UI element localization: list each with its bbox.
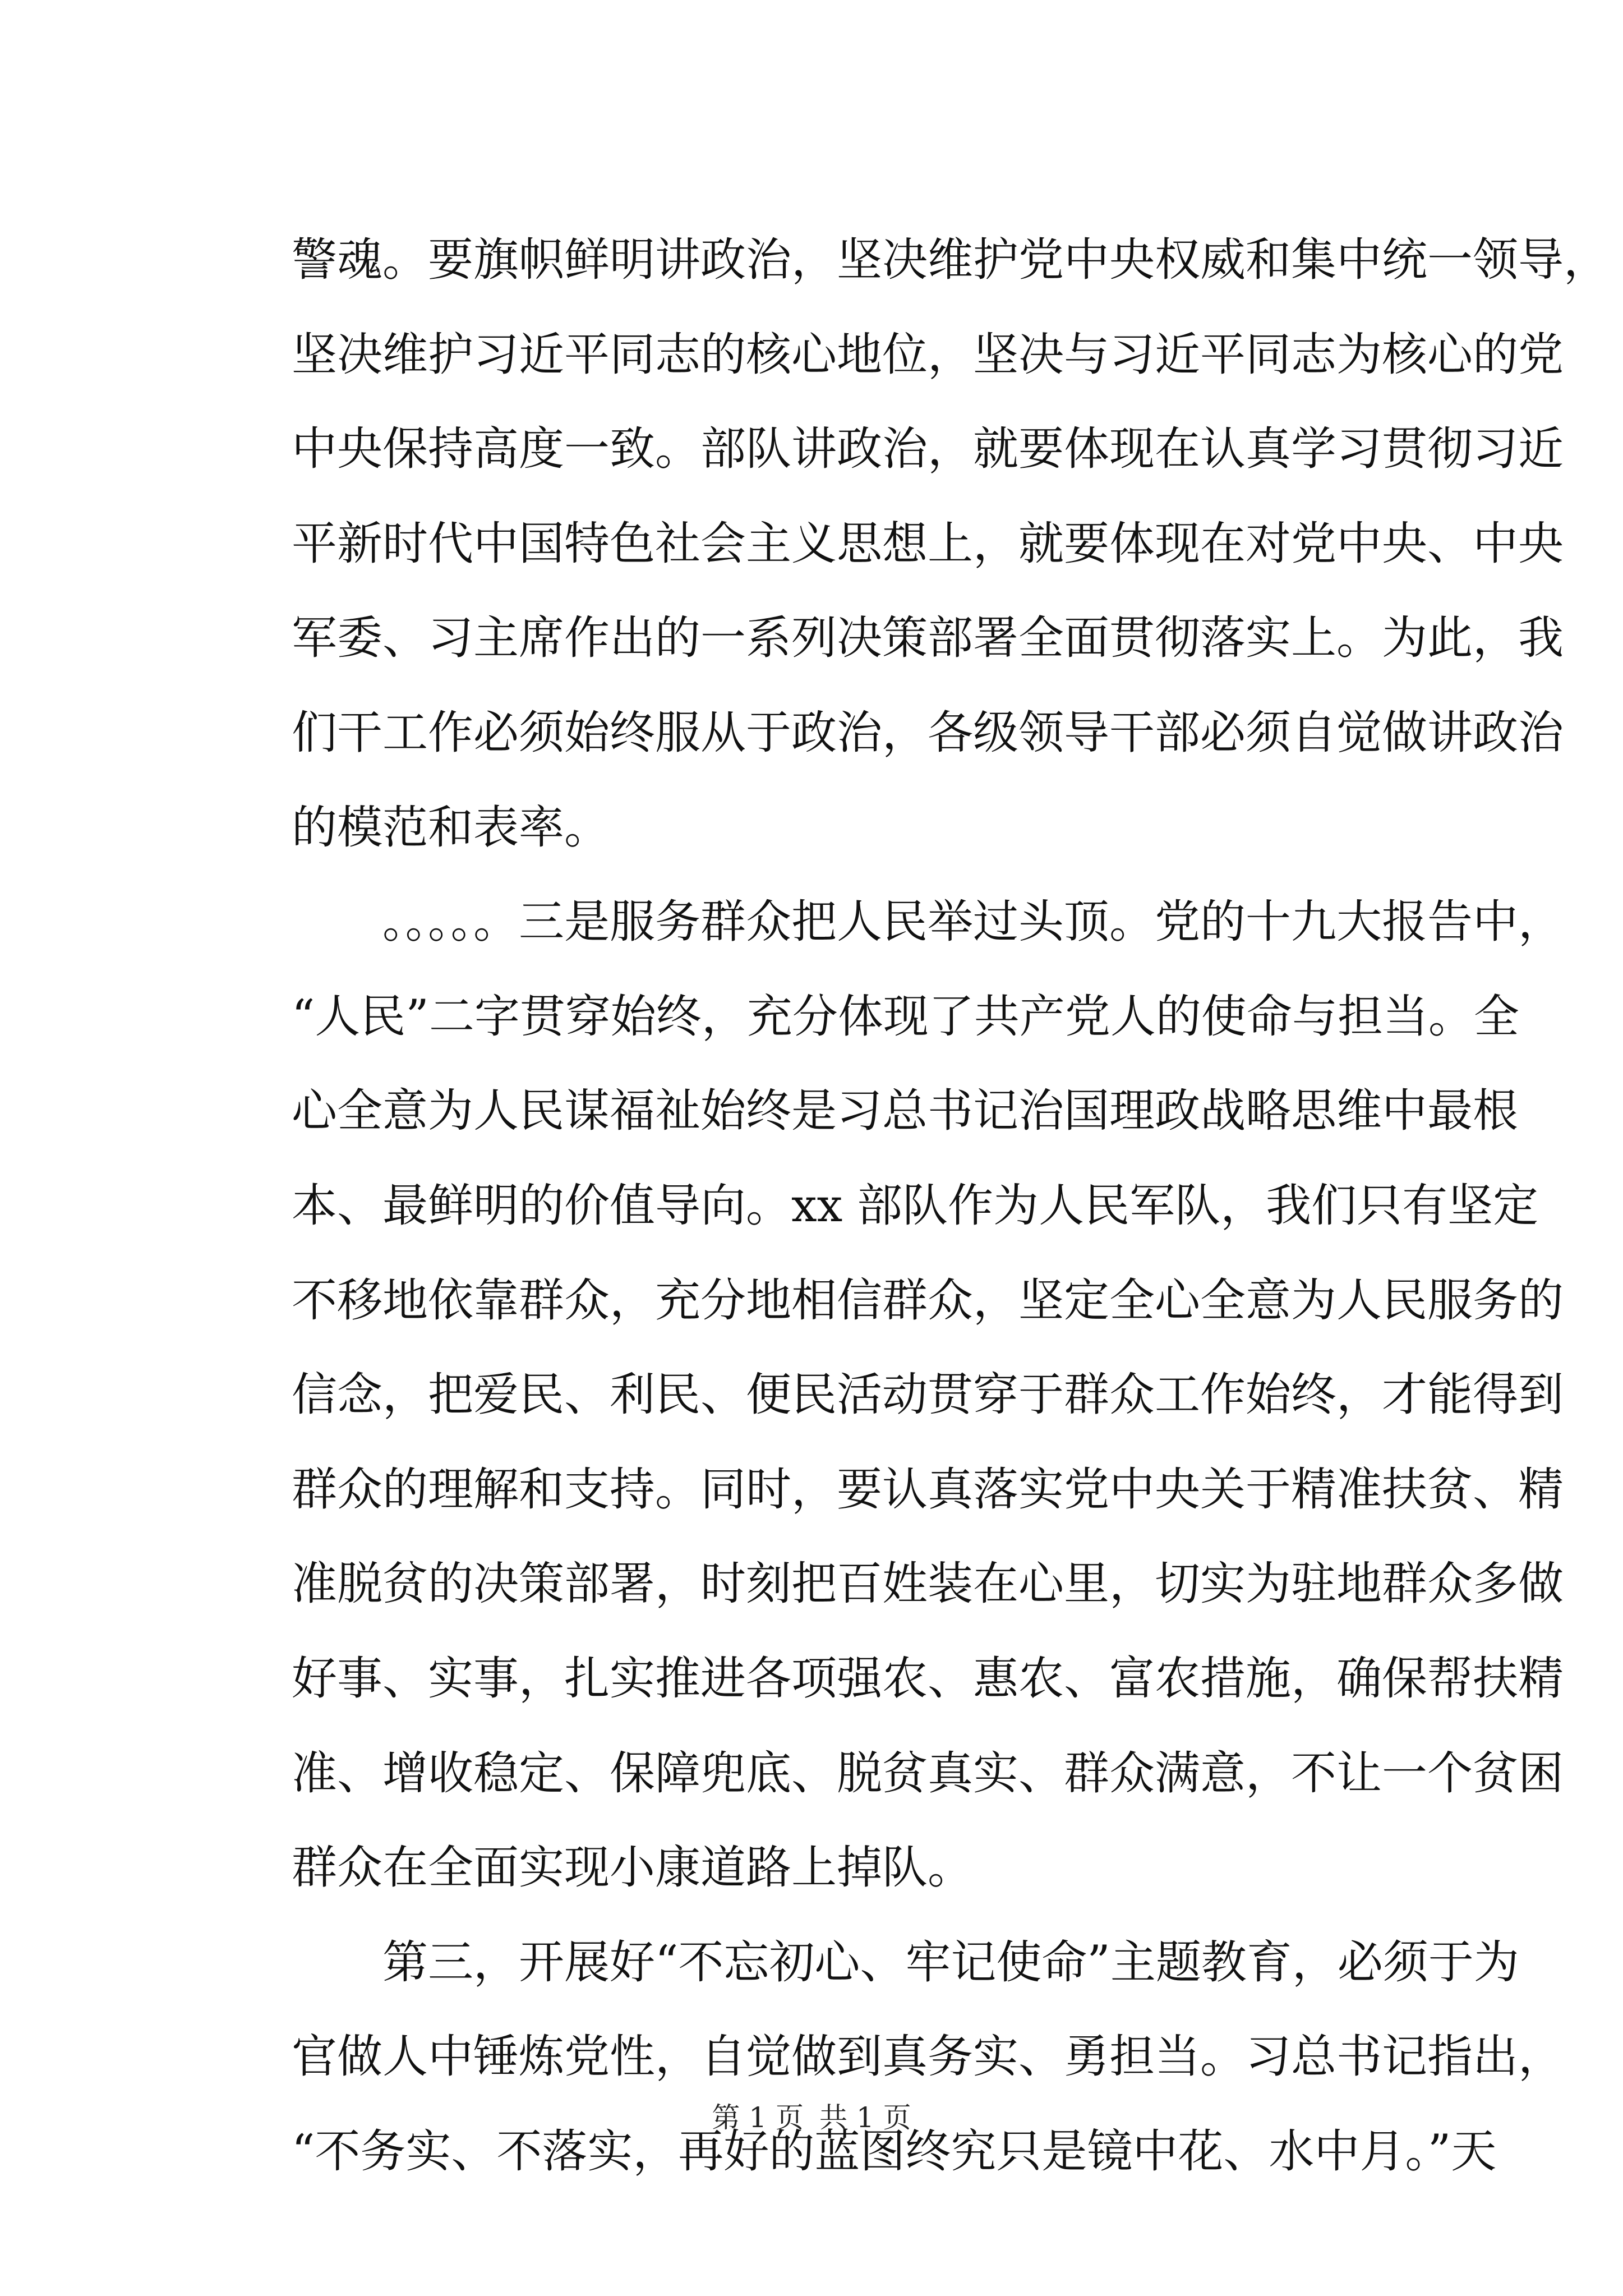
page-total: 共 1 页 bbox=[819, 2101, 911, 2134]
text-line: 军委、习主席作出的一系列决策部署全面贯彻落实上。为此，我 bbox=[292, 612, 1564, 665]
text-line: 群众在全面实现小康道路上掉队。 bbox=[292, 1842, 974, 1895]
text-line: “人民”二字贯穿始终，充分体现了共产党人的使命与担当。全 bbox=[292, 990, 1519, 1043]
text-line: 平新时代中国特色社会主义思想上，就要体现在对党中央、中央 bbox=[292, 517, 1564, 570]
text-line: 中央保持高度一致。部队讲政治，就要体现在认真学习贯彻习近 bbox=[292, 423, 1564, 476]
document-body bbox=[292, 213, 1610, 2199]
paragraph-first-line: 第三，开展好“不忘初心、牢记使命”主题教育，必须于为 bbox=[382, 1936, 1519, 1989]
text-line: 本、最鲜明的价值导向。xx 部队作为人民军队，我们只有坚定 bbox=[292, 1179, 1539, 1232]
text-line: 坚决维护习近平同志的核心地位，坚决与习近平同志为核心的党 bbox=[292, 328, 1564, 381]
page-footer bbox=[0, 2101, 1623, 2134]
text-line: 的模范和表率。 bbox=[292, 801, 610, 854]
page-number: 第 1 页 bbox=[712, 2101, 804, 2134]
text-line: 好事、实事，扎实推进各项强农、惠农、富农措施，确保帮扶精 bbox=[292, 1652, 1564, 1705]
text-line: 警魂。要旗帜鲜明讲政治，坚决维护党中央权威和集中统一领导， bbox=[292, 234, 1610, 287]
text-line: 准、增收稳定、保障兜底、脱贫真实、群众满意，不让一个贫困 bbox=[292, 1747, 1564, 1800]
text-line: 准脱贫的决策部署，时刻把百姓装在心里，切实为驻地群众多做 bbox=[292, 1558, 1564, 1611]
text-line: 们干工作必须始终服从于政治，各级领导干部必须自觉做讲政治 bbox=[292, 706, 1564, 760]
text-line: 不移地依靠群众，充分地相信群众，坚定全心全意为人民服务的 bbox=[292, 1274, 1564, 1327]
text-line: 信念，把爱民、利民、便民活动贯穿于群众工作始终，才能得到 bbox=[292, 1369, 1564, 1422]
text-line: 官做人中锤炼党性，自觉做到真务实、勇担当。习总书记指出， bbox=[292, 2031, 1564, 2084]
text-line: 心全意为人民谋福祉始终是习总书记治国理政战略思维中最根 bbox=[292, 1085, 1519, 1138]
paragraph-first-line: 。。。。。三是服务群众把人民举过头顶。党的十九大报告中， bbox=[382, 896, 1564, 949]
text-line: “不务实、不落实，再好的蓝图终究只是镜中花、水中月。”天 bbox=[292, 2125, 1497, 2178]
text-line: 群众的理解和支持。同时，要认真落实党中央关于精准扶贫、精 bbox=[292, 1463, 1564, 1516]
